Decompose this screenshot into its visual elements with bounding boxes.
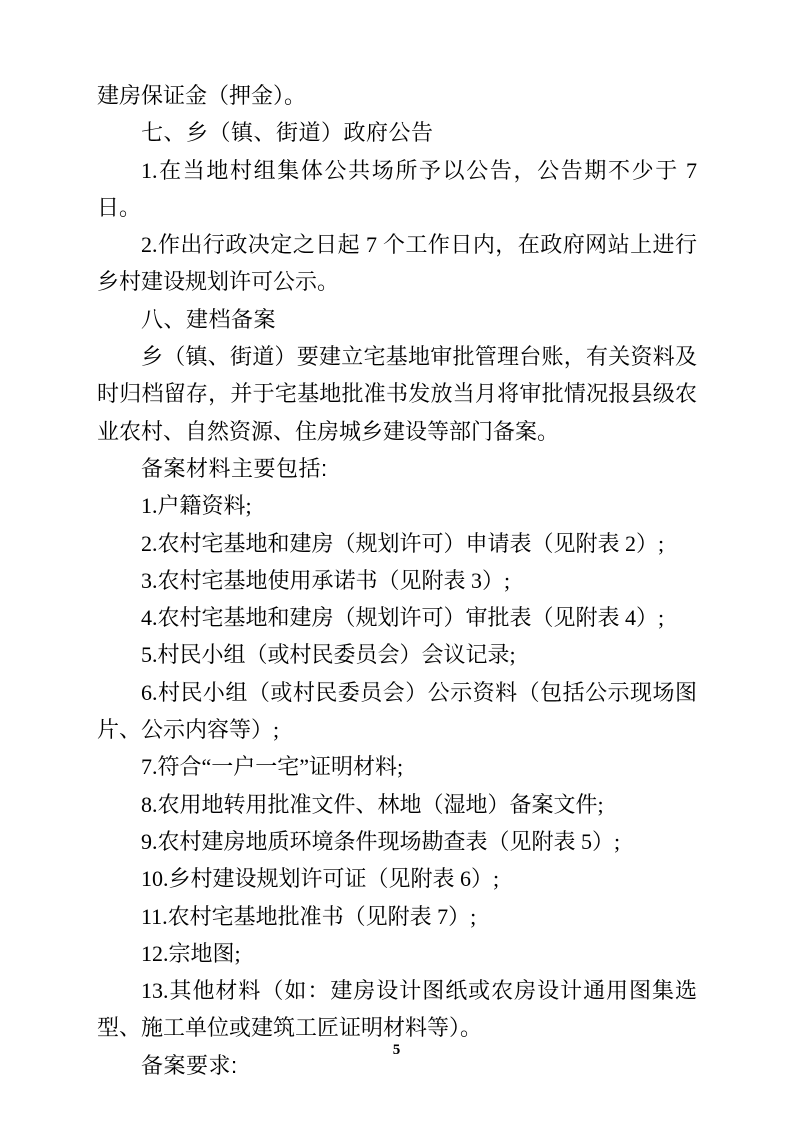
list-item-4: 4.农村宅基地和建房（规划许可）审批表（见附表 4）; [141, 605, 665, 631]
list-item-1: 1.户籍资料; [141, 493, 252, 519]
document-body [97, 77, 697, 1084]
section-heading-7: 七、乡（镇、街道）政府公告 [141, 120, 434, 146]
subheading-requirements: 备案要求: [141, 1052, 238, 1078]
list-item-5: 5.村民小组（或村民委员会）会议记录; [141, 642, 516, 668]
list-item-12: 12.宗地图; [141, 940, 241, 966]
list-item-3: 3.农村宅基地使用承诺书（见附表 3）; [141, 567, 511, 593]
page-footer [0, 1041, 793, 1059]
list-item-2: 2.农村宅基地和建房（规划许可）申请表（见附表 2）; [141, 530, 665, 556]
page-number: 5 [392, 1042, 401, 1058]
list-item-11: 11.农村宅基地批准书（见附表 7）; [141, 903, 477, 929]
paragraph-announce-1: 1.在当地村组集体公共场所予以公告，公告期不少于 7 日。 [97, 157, 697, 220]
list-item-9: 9.农村建房地质环境条件现场勘查表（见附表 5）; [141, 828, 621, 854]
list-item-10: 10.乡村建设规划许可证（见附表 6）; [141, 866, 500, 892]
list-item-8: 8.农用地转用批准文件、林地（湿地）备案文件; [141, 791, 604, 817]
paragraph-archive-intro: 乡（镇、街道）要建立宅基地审批管理台账，有关资料及时归档留存，并于宅基地批准书发放当月将审批情况报县级农业农村、自然资源、住房城乡建设等部门备案。 [97, 344, 697, 444]
list-item-13: 13.其他材料（如：建房设计图纸或农房设计通用图集选型、施工单位或建筑工匠证明材料等）。 [97, 978, 697, 1041]
subheading-materials: 备案材料主要包括: [141, 455, 328, 481]
paragraph-announce-2: 2.作出行政决定之日起 7 个工作日内，在政府网站上进行乡村建设规划许可公示。 [97, 232, 697, 295]
section-heading-8: 八、建档备案 [141, 306, 277, 332]
list-item-7: 7.符合“一户一宅”证明材料; [141, 754, 404, 780]
paragraph-continuation: 建房保证金（押金）。 [97, 83, 307, 108]
list-item-6: 6.村民小组（或村民委员会）公示资料（包括公示现场图片、公示内容等）; [97, 679, 697, 743]
